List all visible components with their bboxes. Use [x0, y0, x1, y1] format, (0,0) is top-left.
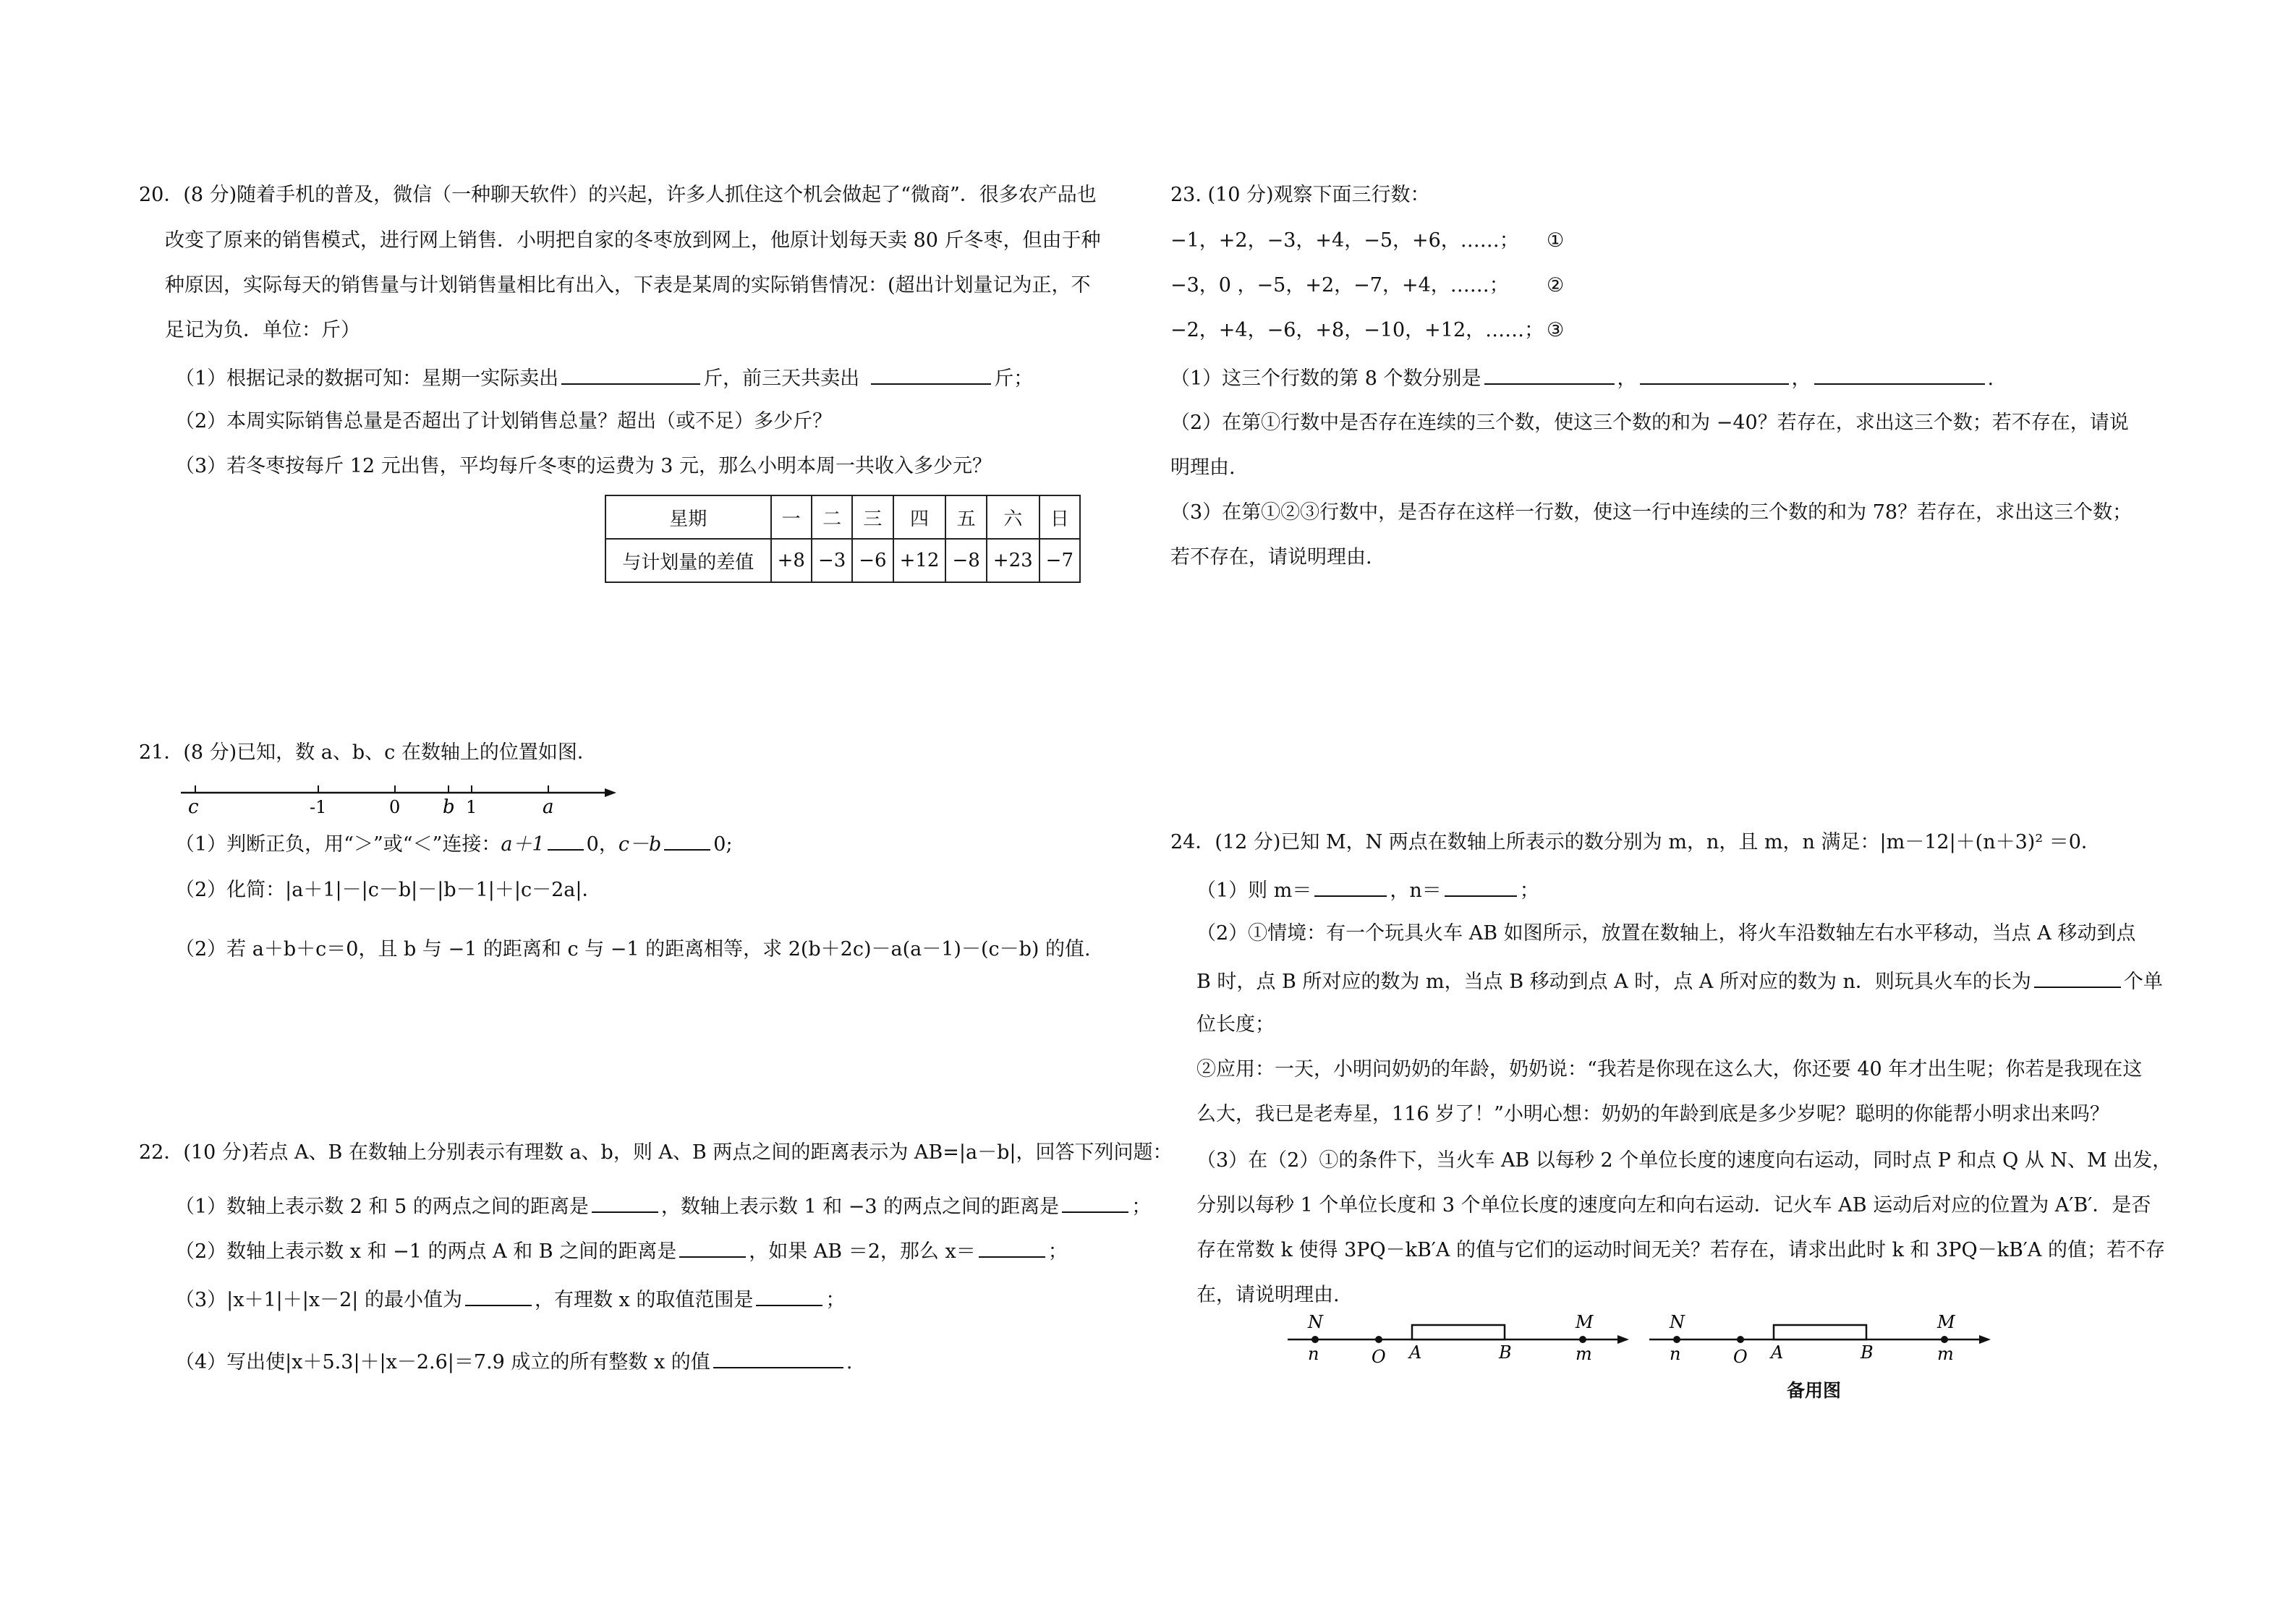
label-n: n: [1308, 1344, 1319, 1364]
spare-figure-caption: 备用图: [1787, 1380, 1842, 1401]
q22-part2: （2）数轴上表示数 x 和 −1 的两点 A 和 B 之间的距离是 ，如果 AB ＝2，那么 x＝ ；: [175, 1238, 1068, 1264]
q24-blank-1[interactable]: [1314, 877, 1387, 897]
point-O: [1737, 1336, 1744, 1343]
q20-stem-line-1: 20．(8 分)随着手机的普及，微信（一种聊天软件）的兴起，许多人抓住这个机会做起了“微商”．很多农产品也: [139, 184, 1097, 206]
q20-part1: （1）根据记录的数据可知：星期一实际卖出 斤，前三天共卖出 斤；: [175, 365, 1033, 391]
q20-blank-1[interactable]: [561, 365, 700, 385]
point-N: [1673, 1336, 1680, 1343]
q20-part3: （3）若冬枣按每斤 12 元出售，平均每斤冬枣的运费为 3 元，那么小明本周一共收入多少元？: [175, 455, 992, 477]
label-B: B: [1499, 1342, 1512, 1363]
train-AB: [1412, 1325, 1505, 1339]
axis-label-c: c: [188, 796, 199, 818]
table-cell: +8: [771, 539, 812, 582]
q22-blank-7[interactable]: [713, 1348, 843, 1368]
q24-blank-2[interactable]: [1445, 877, 1517, 897]
table-cell: 一: [771, 495, 812, 539]
q22-blank-2[interactable]: [1062, 1193, 1128, 1213]
q22-stem: 22．(10 分)若点 A、B 在数轴上分别表示有理数 a、b，则 A、B 两点之间的距离表示为 AB=|a－b|，回答下列问题：: [139, 1141, 1173, 1164]
q21-part2: （2）化简：|a＋1|－|c－b|－|b－1|＋|c－2a|．: [175, 879, 602, 901]
q24-part2b-line-1: ②应用：一天，小明问奶奶的年龄，奶奶说：“我若是你现在这么大，你还要 40 年才出生呢；你若是我现在这: [1196, 1058, 2143, 1081]
q21-stem: 21．(8 分)已知，数 a、b、c 在数轴上的位置如图．: [139, 741, 597, 764]
axis-arrow: [1979, 1335, 1991, 1344]
q24-blank-3[interactable]: [2034, 968, 2121, 988]
axis-label-b: b: [443, 796, 455, 818]
point-M: [1579, 1336, 1586, 1343]
label-O: O: [1372, 1347, 1386, 1367]
label-N: N: [1308, 1312, 1323, 1332]
label-B: B: [1861, 1342, 1874, 1363]
table-row: [605, 539, 1080, 582]
table-cell: 三: [852, 495, 893, 539]
q23-row-1: −1，+2，−3，+4，−5，+6，……；: [1170, 229, 1519, 252]
q24-part1: （1）则 m＝ ，n＝ ；: [1196, 877, 1539, 903]
axis-label-0: 0: [389, 797, 401, 817]
q20-blank-2[interactable]: [871, 365, 991, 385]
q22-blank-6[interactable]: [756, 1286, 822, 1306]
table-cell: 日: [1039, 495, 1080, 539]
q23-blank-1[interactable]: [1484, 365, 1615, 385]
q22-blank-4[interactable]: [979, 1238, 1045, 1258]
q20-stem-line-4: 足记为负．单位：斤）: [165, 319, 360, 341]
axis-label-minus1: -1: [310, 797, 327, 817]
q24-stem: 24．(12 分)已知 M，N 两点在数轴上所表示的数分别为 m，n，且 m，n 满足：|m－12|＋(n＋3)² ＝0．: [1170, 831, 2101, 853]
label-A: A: [1771, 1342, 1784, 1363]
q21-part3: （2）若 a＋b＋c＝0，且 b 与 −1 的距离和 c 与 −1 的距离相等，求 2(b＋2c)－a(a－1)－(c－b) 的值.: [175, 938, 1091, 960]
q22-part1: （1）数轴上表示数 2 和 5 的两点之间的距离是 ，数轴上表示数 1 和 −3 的两点之间的距离是 ；: [175, 1193, 1151, 1219]
q23-blank-2[interactable]: [1640, 365, 1789, 385]
label-A: A: [1409, 1342, 1422, 1363]
q24-part2-line-1: （2）①情境：有一个玩具火车 AB 如图所示，放置在数轴上，将火车沿数轴左右水平移动，当点 A 移动到点: [1196, 922, 2136, 945]
q23-part3-line-2: 若不存在，请说明理由.: [1170, 546, 1372, 568]
q23-row-3-mark: ③: [1547, 319, 1565, 341]
q23-part3-line-1: （3）在第①②③行数中，是否存在这样一行数，使这一行中连续的三个数的和为 78？若存在，求出这三个数；: [1170, 501, 2133, 524]
q23-row-3: −2，+4，−6，+8，−10，+12，……；: [1170, 319, 1544, 341]
q24-part2-line-3: 位长度；: [1196, 1013, 1275, 1036]
q21-blank-2[interactable]: [664, 830, 710, 851]
q24-part3-line-4: 在，请说明理由.: [1196, 1284, 1340, 1306]
q24-train-figure: [1280, 1312, 1635, 1377]
table-cell: 四: [893, 495, 946, 539]
q22-part4: （4）写出使|x＋5.3|＋|x－2.6|＝7.9 成立的所有整数 x 的值 .: [175, 1348, 852, 1375]
q20-stem-line-3: 种原因，实际每天的销售量与计划销售量相比有出入，下表是某周的实际销售情况：(超出计划量记为正，不: [165, 274, 1091, 297]
label-m: m: [1576, 1344, 1592, 1364]
table-header-cell: 星期: [605, 495, 771, 539]
train-AB: [1774, 1325, 1866, 1339]
q23-blank-3[interactable]: [1814, 365, 1985, 385]
table-cell: −3: [812, 539, 852, 582]
q21-blank-1[interactable]: [548, 830, 584, 851]
table-cell: −8: [945, 539, 986, 582]
q20-part2: （2）本周实际销售总量是否超出了计划销售总量？超出（或不足）多少斤？: [175, 410, 833, 433]
q20-stem-line-2: 改变了原来的销售模式，进行网上销售．小明把自家的冬枣放到网上，他原计划每天卖 80 斤冬枣，但由于种: [165, 229, 1101, 252]
table-cell: 五: [945, 495, 986, 539]
q24-part3-line-1: （3）在（2）①的条件下，当火车 AB 以每秒 2 个单位长度的速度向右运动，同时点 P 和点 Q 从 N、M 出发，: [1196, 1149, 2172, 1172]
q22-blank-5[interactable]: [465, 1286, 532, 1306]
q21-part1: （1）判断正负，用“＞”或“＜”连接：a＋1 0，c－b 0;: [175, 830, 733, 857]
label-m: m: [1937, 1344, 1954, 1364]
axis-label-a: a: [543, 796, 554, 818]
table-cell: 二: [812, 495, 852, 539]
table-cell: −6: [852, 539, 893, 582]
q20-sales-table: [605, 495, 1081, 583]
q23-part2-line-2: 明理由.: [1170, 456, 1236, 479]
table-cell: −7: [1039, 539, 1080, 582]
q22-blank-1[interactable]: [592, 1193, 658, 1213]
label-n: n: [1670, 1344, 1681, 1364]
label-N: N: [1670, 1312, 1685, 1332]
axis-arrow: [1617, 1335, 1629, 1344]
table-header-cell: 与计划量的差值: [605, 539, 771, 582]
axis-label-1: 1: [466, 797, 477, 817]
q21-number-line: [174, 783, 622, 819]
table-cell: 六: [987, 495, 1039, 539]
q23-part2-line-1: （2）在第①行数中是否存在连续的三个数，使这三个数的和为 −40？若存在，求出这三个数；若不存在，请说: [1170, 412, 2129, 434]
label-M: M: [1937, 1312, 1955, 1332]
axis-arrow: [605, 788, 616, 797]
q23-part1: （1）这三个行数的第 8 个数分别是 ， ， .: [1170, 365, 1994, 391]
q23-row-1-mark: ①: [1547, 229, 1565, 252]
point-O: [1375, 1336, 1382, 1343]
point-N: [1311, 1336, 1319, 1343]
q24-part3-line-3: 存在常数 k 使得 3PQ－kB′A 的值与它们的运动时间无关？若存在，请求出此时 k 和 3PQ－kB′A 的值；若不存: [1196, 1239, 2166, 1261]
q22-part3: （3）|x＋1|＋|x－2| 的最小值为 ，有理数 x 的取值范围是 ；: [175, 1286, 845, 1313]
label-O: O: [1733, 1347, 1748, 1367]
q23-stem: 23. (10 分)观察下面三行数：: [1170, 184, 1430, 206]
q24-spare-figure: [1642, 1312, 1997, 1377]
label-M: M: [1576, 1312, 1594, 1332]
q24-part3-line-2: 分别以每秒 1 个单位长度和 3 个单位长度的速度向左和向右运动．记火车 AB 运动后对应的位置为 A′B′．是否: [1196, 1194, 2151, 1217]
q24-part2b-line-2: 么大，我已是老寿星，116 岁了！”小明心想：奶奶的年龄到底是多少岁呢？聪明的你能帮小明求出来吗？: [1196, 1103, 2109, 1125]
q23-row-2: −3，0 ，−5，+2，−7，+4，……；: [1170, 274, 1509, 297]
q22-blank-3[interactable]: [679, 1238, 746, 1258]
table-cell: +23: [987, 539, 1039, 582]
table-row: [605, 495, 1080, 539]
point-M: [1941, 1336, 1948, 1343]
table-cell: +12: [893, 539, 946, 582]
q23-row-2-mark: ②: [1547, 274, 1565, 297]
q24-part2-line-2: B 时，点 B 所对应的数为 m，当点 B 移动到点 A 时，点 A 所对应的数为 n．则玩具火车的长为 个单: [1196, 968, 2163, 994]
